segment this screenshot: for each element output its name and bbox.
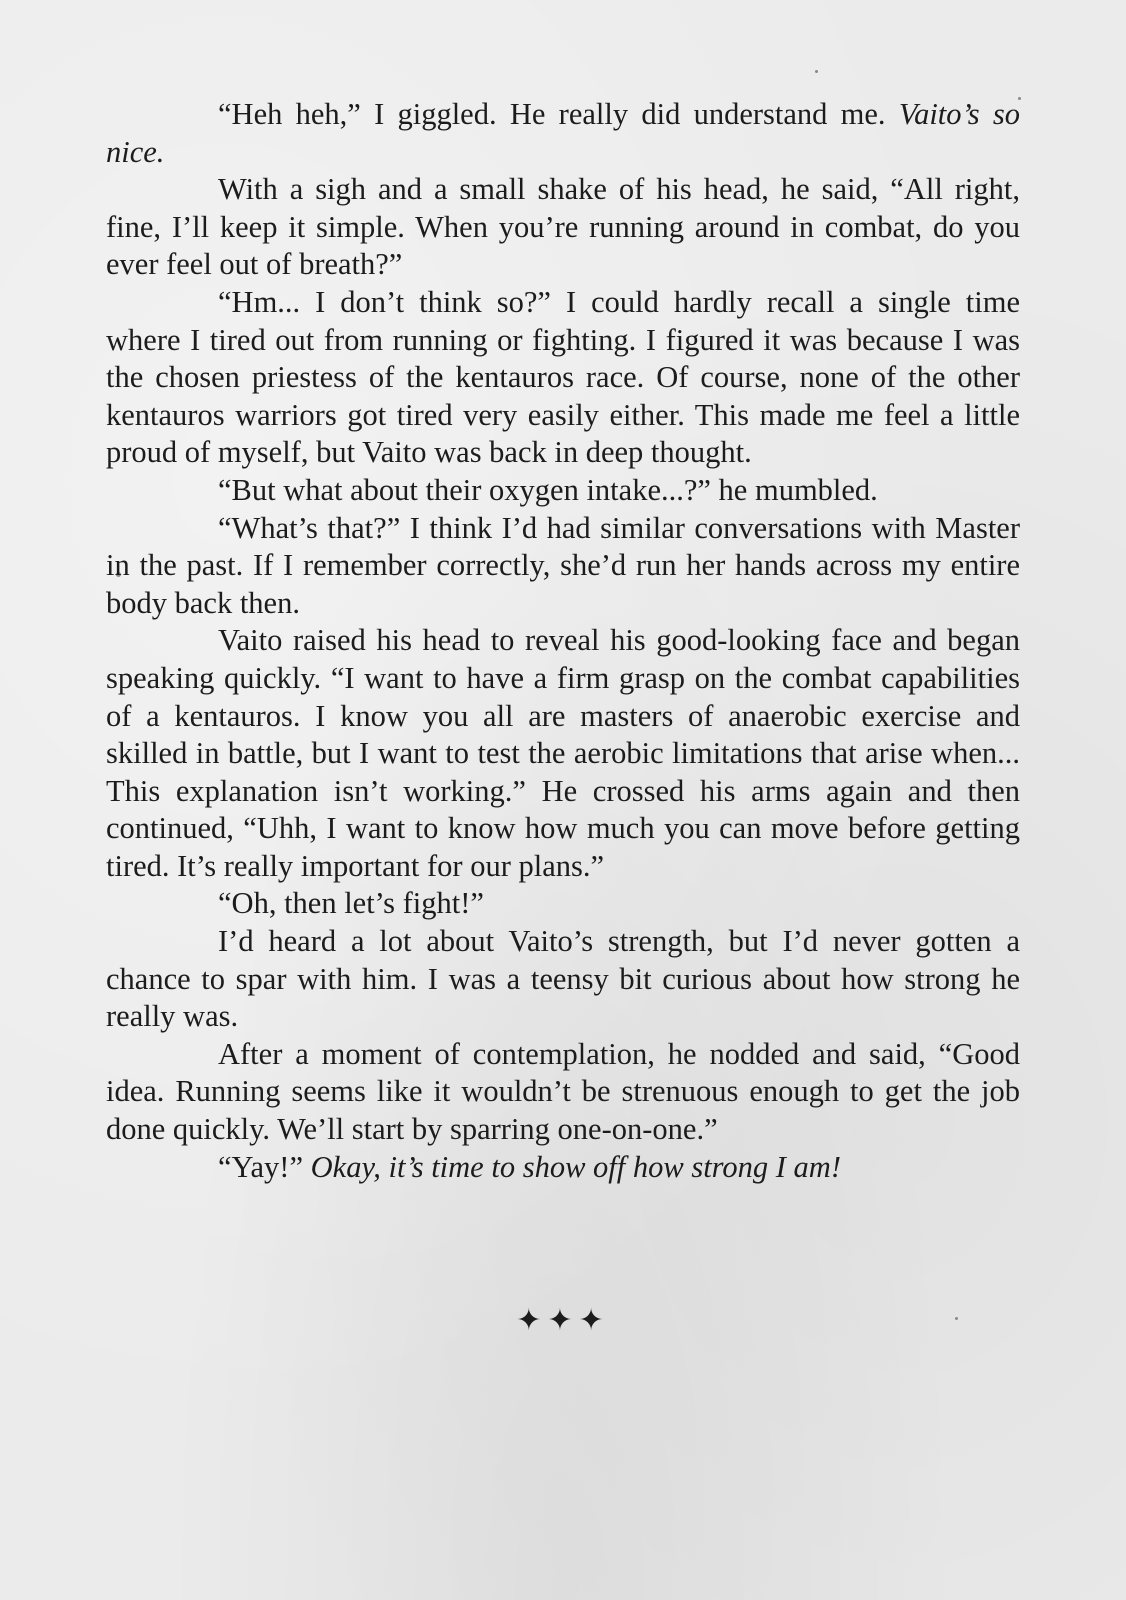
paragraph: Vaito raised his head to reveal his good-looking face and began speaking quickly. “I want to have a firm grasp on the combat capabilities of a kentauros. I know you all are masters of anaerobic exercise and skilled in battle, but I want to test the aerobic limitations that arise when... This explanation isn’t working.” He crossed his arms again and then continued, “Uhh, I want to know how much you can move before getting tired. It’s really important for our plans.” bbox=[106, 623, 1020, 883]
paragraph: “Heh heh,” I giggled. He really did understand me. Vaito’s so nice. bbox=[106, 97, 1020, 169]
paper-speck bbox=[815, 70, 818, 73]
paragraph: “Yay!” Okay, it’s time to show off how strong I am! bbox=[218, 1149, 841, 1184]
paragraph: After a moment of contemplation, he nodded and said, “Good idea. Running seems like it wouldn’t be strenuous enough to get the job done quickly. We’ll start by sparring one-on-one.” bbox=[106, 1036, 1020, 1147]
paragraph: “Oh, then let’s fight!” bbox=[218, 886, 484, 921]
paragraph: With a sigh and a small shake of his head, he said, “All right, fine, I’ll keep it simple. When you’re running around in combat, do you ever feel out of breath?” bbox=[106, 172, 1020, 282]
prose-body bbox=[106, 96, 1020, 1186]
paragraph: “What’s that?” I think I’d had similar conversations with Master in the past. If I remember correctly, she’d run her hands across my entire body back then. bbox=[106, 510, 1020, 620]
paragraph: I’d heard a lot about Vaito’s strength, but I’d never gotten a chance to spar with him. I was a teensy bit curious about how strong he really was. bbox=[106, 924, 1020, 1034]
section-break-stars: ✦✦✦ bbox=[516, 1303, 610, 1338]
paragraph: “But what about their oxygen intake...?” he mumbled. bbox=[218, 472, 878, 507]
paragraph: “Hm... I don’t think so?” I could hardly recall a single time where I tired out from running or fighting. I figured it was because I was the chosen priestess of the kentauros race. Of course, none of the other kentauros warriors got tired very easily either. This made me feel a little proud of myself, but Vaito was back in deep thought. bbox=[106, 284, 1020, 470]
